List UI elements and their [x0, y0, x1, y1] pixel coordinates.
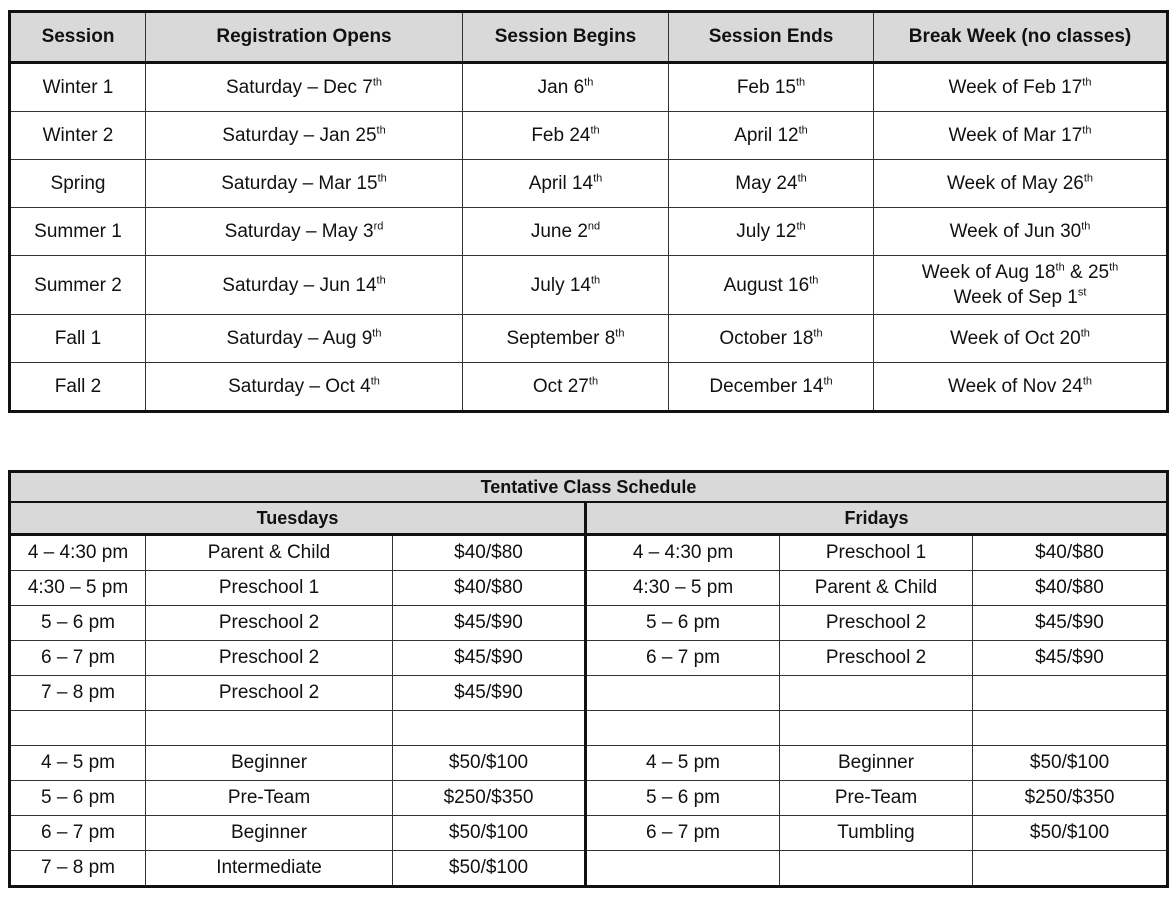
date-text: June 2 — [530, 220, 588, 242]
session-begins-cell — [463, 315, 669, 363]
schedule-day-row — [10, 502, 1168, 535]
registration-opens-cell — [146, 208, 463, 256]
date-text: April 14 — [528, 172, 594, 194]
date-text: Week of Jun 30 — [949, 220, 1082, 242]
day-fridays: Fridays — [586, 502, 1168, 535]
ordinal-suffix: th — [797, 172, 807, 185]
date-text: Saturday – Oct 4 — [228, 375, 371, 397]
friday-class-price: $50/$100 — [973, 746, 1168, 781]
schedule-row — [10, 606, 1168, 641]
friday-class-price: $40/$80 — [973, 535, 1168, 571]
header-session: Session — [10, 12, 146, 63]
tuesday-class-time: 4 – 5 pm — [10, 746, 146, 781]
tuesday-class-name: Pre-Team — [146, 781, 393, 816]
ordinal-suffix: th — [584, 76, 594, 89]
date-text: Week of Oct 20 — [950, 327, 1081, 349]
ordinal-suffix: th — [377, 172, 387, 185]
friday-class-name: Preschool 2 — [780, 606, 973, 641]
session-row — [10, 363, 1168, 412]
date-text: Saturday – May 3 — [224, 220, 374, 242]
ordinal-suffix: th — [1082, 124, 1092, 137]
date-text: Week of Sep 1 — [953, 287, 1078, 308]
friday-class-time: 4:30 – 5 pm — [586, 571, 780, 606]
session-begins-cell — [463, 208, 669, 256]
tuesday-class-time: 5 – 6 pm — [10, 781, 146, 816]
date-text: July 12 — [736, 220, 797, 242]
day-tuesdays: Tuesdays — [10, 502, 586, 535]
friday-class-time: 4 – 4:30 pm — [586, 535, 780, 571]
date-text: Saturday – Jan 25 — [222, 124, 377, 146]
date-text: Feb 15 — [736, 76, 796, 98]
header-break-week: Break Week (no classes) — [874, 12, 1168, 63]
break-week-cell — [874, 208, 1168, 256]
date-text: July 14 — [530, 274, 591, 296]
schedule-row — [10, 851, 1168, 887]
tuesday-class-time: 4 – 4:30 pm — [10, 535, 146, 571]
ordinal-suffix: th — [1083, 172, 1094, 185]
session-row — [10, 112, 1168, 160]
schedule-row — [10, 676, 1168, 711]
ordinal-suffix: th — [1082, 375, 1092, 388]
friday-class-name: Tumbling — [780, 816, 973, 851]
tuesday-class-price — [393, 711, 586, 746]
ordinal-suffix: th — [1080, 327, 1090, 340]
session-name: Fall 2 — [10, 363, 146, 412]
tuesday-class-price: $50/$100 — [393, 851, 586, 887]
friday-class-price: $250/$350 — [973, 781, 1168, 816]
session-name: Summer 2 — [10, 256, 146, 315]
ordinal-suffix: th — [1109, 261, 1119, 274]
friday-class-name: Beginner — [780, 746, 973, 781]
session-name: Winter 1 — [10, 63, 146, 112]
session-ends-cell — [669, 112, 874, 160]
date-text: Saturday – Dec 7 — [226, 76, 373, 98]
tuesday-class-price: $45/$90 — [393, 606, 586, 641]
tuesday-class-name: Preschool 2 — [146, 676, 393, 711]
tuesday-class-time: 6 – 7 pm — [10, 641, 146, 676]
friday-class-time — [586, 676, 780, 711]
date-text: Feb 24 — [531, 124, 591, 146]
session-dates-table — [8, 10, 1169, 413]
date-text: December 14 — [709, 375, 824, 397]
ordinal-suffix: th — [1081, 220, 1091, 233]
ordinal-suffix: th — [615, 327, 625, 340]
ordinal-suffix: th — [1082, 76, 1092, 89]
date-text: & 25 — [1064, 262, 1110, 283]
tuesday-class-price: $45/$90 — [393, 641, 586, 676]
ordinal-suffix: th — [796, 220, 806, 233]
ordinal-suffix: th — [372, 76, 382, 89]
date-text: Week of May 26 — [946, 172, 1084, 194]
session-header-row — [10, 12, 1168, 63]
session-name: Winter 2 — [10, 112, 146, 160]
friday-class-name — [780, 851, 973, 887]
session-ends-cell — [669, 315, 874, 363]
break-week-cell — [874, 63, 1168, 112]
session-row — [10, 63, 1168, 112]
schedule-row — [10, 781, 1168, 816]
friday-class-name: Preschool 1 — [780, 535, 973, 571]
tuesday-class-name: Beginner — [146, 816, 393, 851]
tuesday-class-price: $50/$100 — [393, 816, 586, 851]
break-week-line — [874, 125, 1166, 147]
friday-class-price: $50/$100 — [973, 816, 1168, 851]
ordinal-suffix: th — [813, 327, 823, 340]
friday-class-price — [973, 676, 1168, 711]
date-text: August 16 — [723, 274, 810, 296]
friday-class-time: 4 – 5 pm — [586, 746, 780, 781]
registration-opens-cell — [146, 315, 463, 363]
tuesday-class-name: Preschool 2 — [146, 606, 393, 641]
tuesday-class-price: $50/$100 — [393, 746, 586, 781]
header-session-ends: Session Ends — [669, 12, 874, 63]
ordinal-suffix: th — [1055, 261, 1065, 274]
schedule-row — [10, 641, 1168, 676]
date-text: Week of Mar 17 — [948, 124, 1083, 146]
tuesday-class-time: 7 – 8 pm — [10, 676, 146, 711]
tuesday-class-name: Parent & Child — [146, 535, 393, 571]
tuesday-class-time: 4:30 – 5 pm — [10, 571, 146, 606]
friday-class-price — [973, 711, 1168, 746]
registration-opens-cell — [146, 160, 463, 208]
tuesday-class-name: Intermediate — [146, 851, 393, 887]
ordinal-suffix: rd — [373, 220, 384, 233]
session-ends-cell — [669, 256, 874, 315]
break-week-line — [874, 285, 1166, 310]
session-name: Spring — [10, 160, 146, 208]
session-row — [10, 256, 1168, 315]
friday-class-time — [586, 851, 780, 887]
registration-opens-cell — [146, 63, 463, 112]
ordinal-suffix: th — [795, 76, 806, 89]
session-begins-cell — [463, 160, 669, 208]
tuesday-class-time — [10, 711, 146, 746]
break-week-line — [874, 77, 1166, 99]
break-week-cell — [874, 363, 1168, 412]
schedule-title: Tentative Class Schedule — [10, 472, 1168, 503]
ordinal-suffix: th — [376, 124, 386, 137]
friday-class-price: $40/$80 — [973, 571, 1168, 606]
date-text: Week of Feb 17 — [948, 76, 1083, 98]
date-text: Jan 6 — [537, 76, 585, 98]
header-registration-opens: Registration Opens — [146, 12, 463, 63]
session-ends-cell — [669, 160, 874, 208]
registration-opens-cell — [146, 112, 463, 160]
session-row — [10, 315, 1168, 363]
friday-class-price: $45/$90 — [973, 641, 1168, 676]
ordinal-suffix: th — [798, 124, 808, 137]
tuesday-class-price: $40/$80 — [393, 571, 586, 606]
date-text: October 18 — [719, 327, 814, 349]
friday-class-name — [780, 676, 973, 711]
friday-class-name: Pre-Team — [780, 781, 973, 816]
break-week-line — [874, 260, 1166, 285]
date-text: September 8 — [506, 327, 616, 349]
tuesday-class-time: 5 – 6 pm — [10, 606, 146, 641]
schedule-title-row — [10, 472, 1168, 503]
session-name: Summer 1 — [10, 208, 146, 256]
session-ends-cell — [669, 208, 874, 256]
break-week-line — [874, 376, 1166, 398]
break-week-cell — [874, 160, 1168, 208]
date-text: Saturday – Aug 9 — [226, 327, 373, 349]
friday-class-name — [780, 711, 973, 746]
friday-class-time: 5 – 6 pm — [586, 781, 780, 816]
friday-class-time: 6 – 7 pm — [586, 816, 780, 851]
break-week-line — [874, 173, 1166, 195]
friday-class-name: Parent & Child — [780, 571, 973, 606]
break-week-cell — [874, 256, 1168, 315]
friday-class-name: Preschool 2 — [780, 641, 973, 676]
date-text: May 24 — [735, 172, 798, 194]
tuesday-class-name — [146, 711, 393, 746]
schedule-row — [10, 571, 1168, 606]
friday-class-time: 6 – 7 pm — [586, 641, 780, 676]
tuesday-class-name: Beginner — [146, 746, 393, 781]
ordinal-suffix: th — [372, 327, 382, 340]
schedule-row — [10, 746, 1168, 781]
session-ends-cell — [669, 63, 874, 112]
tuesday-class-name: Preschool 1 — [146, 571, 393, 606]
ordinal-suffix: th — [593, 172, 603, 185]
session-row — [10, 208, 1168, 256]
friday-class-price: $45/$90 — [973, 606, 1168, 641]
registration-opens-cell — [146, 256, 463, 315]
session-begins-cell — [463, 63, 669, 112]
schedule-row — [10, 816, 1168, 851]
tuesday-class-time: 7 – 8 pm — [10, 851, 146, 887]
ordinal-suffix: th — [591, 274, 601, 287]
date-text: Week of Aug 18 — [921, 262, 1056, 283]
ordinal-suffix: th — [376, 274, 386, 287]
ordinal-suffix: th — [809, 274, 819, 287]
session-name: Fall 1 — [10, 315, 146, 363]
tuesday-class-price: $45/$90 — [393, 676, 586, 711]
session-ends-cell — [669, 363, 874, 412]
class-schedule-table — [8, 470, 1169, 888]
session-row — [10, 160, 1168, 208]
ordinal-suffix: th — [823, 375, 833, 388]
friday-class-time — [586, 711, 780, 746]
session-begins-cell — [463, 256, 669, 315]
ordinal-suffix: th — [590, 124, 600, 137]
break-week-line — [874, 221, 1166, 243]
ordinal-suffix: th — [370, 375, 380, 388]
date-text: Saturday – Jun 14 — [222, 274, 377, 296]
tuesday-class-name: Preschool 2 — [146, 641, 393, 676]
date-text: April 12 — [734, 124, 799, 146]
registration-opens-cell — [146, 363, 463, 412]
date-text: Oct 27 — [532, 375, 589, 397]
date-text: Saturday – Mar 15 — [221, 172, 378, 194]
ordinal-suffix: nd — [587, 220, 601, 233]
break-week-line — [874, 328, 1166, 350]
friday-class-time: 5 – 6 pm — [586, 606, 780, 641]
ordinal-suffix: st — [1077, 286, 1087, 299]
session-begins-cell — [463, 363, 669, 412]
session-begins-cell — [463, 112, 669, 160]
date-text: Week of Nov 24 — [947, 375, 1083, 397]
break-week-cell — [874, 315, 1168, 363]
tuesday-class-time: 6 – 7 pm — [10, 816, 146, 851]
tuesday-class-price: $250/$350 — [393, 781, 586, 816]
schedule-row — [10, 535, 1168, 571]
schedule-row — [10, 711, 1168, 746]
header-session-begins: Session Begins — [463, 12, 669, 63]
friday-class-price — [973, 851, 1168, 887]
break-week-cell — [874, 112, 1168, 160]
ordinal-suffix: th — [588, 375, 599, 388]
tuesday-class-price: $40/$80 — [393, 535, 586, 571]
